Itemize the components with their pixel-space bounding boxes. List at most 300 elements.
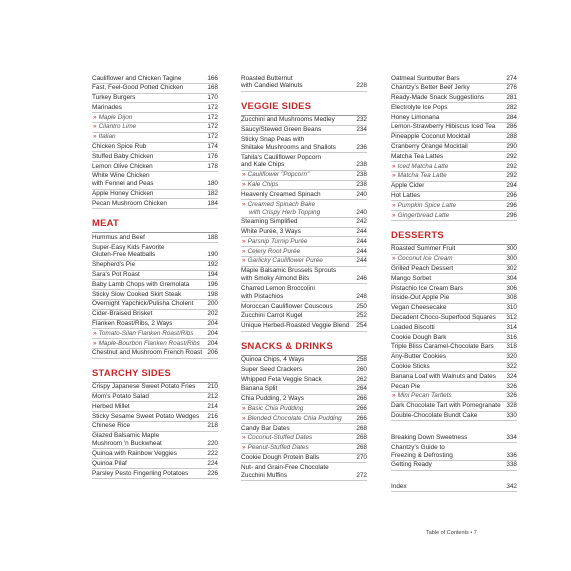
- toc-subentry[interactable]: [241, 247, 367, 257]
- entry-page-number: 238: [356, 181, 367, 188]
- toc-subentry[interactable]: [241, 171, 367, 181]
- entry-title: Quinoa Chips, 4 Ways: [241, 356, 305, 364]
- entry-title: » Basic Chia Pudding: [241, 405, 356, 413]
- entry-page-number: 244: [356, 257, 367, 265]
- entry-title: » Coconut Ice Cream: [391, 255, 506, 263]
- entry-title: Pecan Mushroom Chicken: [92, 199, 167, 207]
- entry-title: » Mini Pecan Tartlets: [391, 392, 506, 400]
- entry-page-number: 272: [356, 471, 367, 479]
- toc-entry[interactable]: [92, 243, 218, 261]
- entry-title: » Italian: [92, 133, 207, 141]
- toc-entry[interactable]: [391, 433, 517, 443]
- toc-subentry[interactable]: [241, 257, 367, 267]
- toc-entry[interactable]: [92, 383, 218, 393]
- entry-title: Crispy Japanese Sweet Potato Fries: [92, 383, 196, 391]
- entry-title: Flanken Roast/Ribs, 2 Ways: [92, 320, 173, 328]
- entry-page-number: 194: [207, 271, 218, 279]
- entry-title: » Maple Dijon: [92, 114, 207, 122]
- entry-title: Shepherd's Pie: [92, 261, 136, 269]
- toc-subentry[interactable]: [391, 211, 517, 221]
- entry-title: Super-Easy Kids Favorite Gluten-Free Meatballs: [92, 243, 165, 259]
- entry-page-number: 310: [506, 304, 517, 312]
- entry-page-number: 190: [207, 251, 218, 259]
- toc-entry[interactable]: [391, 483, 517, 493]
- toc-entry[interactable]: [92, 152, 218, 162]
- entry-page-number: 212: [207, 393, 218, 401]
- entry-page-number: 308: [506, 294, 517, 302]
- entry-page-number: 294: [506, 182, 517, 190]
- toc-entry[interactable]: [241, 312, 367, 322]
- entry-page-number: 236: [356, 143, 367, 151]
- entry-page-number: 252: [356, 312, 367, 320]
- toc-entry[interactable]: [241, 284, 367, 302]
- toc-entry[interactable]: [241, 454, 367, 464]
- entry-title: Banana Split: [241, 385, 278, 393]
- section-heading: DESSERTS: [391, 221, 517, 245]
- entry-title: Tahila's Cauliflower Popcorn and Kale Chips: [241, 153, 322, 169]
- toc-entry[interactable]: [241, 218, 367, 228]
- entry-page-number: 242: [356, 218, 367, 226]
- entry-title: Decadent Choco-Superfood Squares: [391, 314, 496, 322]
- entry-title: » Maple-Bourbon Flanken Roast/Ribs: [92, 340, 207, 348]
- entry-page-number: 172: [207, 123, 218, 131]
- entry-page-number: 222: [207, 449, 218, 457]
- toc-entry[interactable]: [391, 182, 517, 192]
- entry-title: Chantzy's Better Beef Jerky: [391, 84, 470, 92]
- entry-title: Pistachio Ice Cream Bars: [391, 284, 464, 292]
- entry-page-number: 292: [506, 162, 517, 170]
- entry-title: Chicken Spice Rub: [92, 143, 147, 151]
- entry-page-number: 172: [207, 113, 218, 121]
- entry-page-number: 232: [356, 116, 367, 124]
- entry-title: Whipped Feta Veggie Snack: [241, 375, 322, 383]
- entry-page-number: 264: [356, 385, 367, 393]
- entry-page-number: 304: [506, 274, 517, 282]
- toc-subentry[interactable]: [241, 414, 367, 424]
- entry-page-number: 226: [207, 469, 218, 477]
- entry-title: Quinoa with Rainbow Veggies: [92, 449, 177, 457]
- toc-entry[interactable]: [391, 265, 517, 275]
- toc-entry[interactable]: [241, 74, 367, 92]
- entry-page-number: 326: [506, 392, 517, 400]
- toc-entry[interactable]: [92, 402, 218, 412]
- entry-page-number: 318: [506, 343, 517, 351]
- entry-page-number: 314: [506, 323, 517, 331]
- entry-title: Matcha Tea Lattes: [391, 152, 444, 160]
- toc-entry[interactable]: [241, 395, 367, 405]
- entry-page-number: 288: [506, 133, 517, 141]
- toc-subentry[interactable]: [92, 133, 218, 143]
- entry-title: Index: [391, 483, 407, 491]
- toc-entry[interactable]: [92, 459, 218, 469]
- entry-page-number: 270: [356, 454, 367, 462]
- entry-title: Quinoa Pilaf: [92, 459, 127, 467]
- entry-title: Maple Balsamic Brussels Sprouts with Smoky Almond Bits: [241, 267, 337, 283]
- entry-page-number: 182: [207, 190, 218, 198]
- entry-page-number: 224: [207, 459, 218, 467]
- entry-title: Inside-Out Apple Pie: [391, 294, 450, 302]
- toc-subentry[interactable]: [241, 444, 367, 454]
- entry-title: Fast, Feel-Good Potted Chicken: [92, 84, 184, 92]
- toc-entry[interactable]: [241, 424, 367, 434]
- entry-page-number: 316: [506, 333, 517, 341]
- toc-subentry[interactable]: [391, 162, 517, 172]
- entry-page-number: 176: [207, 152, 218, 160]
- entry-title: » Cauliflower "Popcorn": [241, 171, 356, 179]
- toc-entry[interactable]: [92, 199, 218, 209]
- toc-subentry[interactable]: [92, 113, 218, 123]
- toc-entry[interactable]: [391, 314, 517, 324]
- entry-title: Cookie Dough Protein Balls: [241, 454, 320, 462]
- entry-title: » Garlicky Cauliflower Purée: [241, 257, 356, 265]
- entry-page-number: 240: [356, 208, 367, 216]
- entry-page-number: 336: [506, 451, 517, 459]
- toc-column-2: [241, 74, 367, 481]
- entry-page-number: 240: [356, 190, 367, 198]
- toc-entry[interactable]: [391, 103, 517, 113]
- entry-title: White Purée, 3 Ways: [241, 228, 301, 236]
- entry-title: » Gingerbread Latte: [391, 212, 506, 220]
- toc-entry[interactable]: [241, 267, 367, 285]
- entry-title: Roasted Butternut with Candied Walnuts: [241, 74, 303, 90]
- entry-page-number: 268: [356, 444, 367, 452]
- toc-entry[interactable]: [241, 375, 367, 385]
- toc-entry[interactable]: [391, 133, 517, 143]
- entry-title: Chia Pudding, 2 Ways: [241, 395, 304, 403]
- entry-page-number: 281: [506, 94, 517, 102]
- section-heading: STARCHY SIDES: [92, 359, 218, 383]
- entry-page-number: 300: [506, 255, 517, 263]
- toc-entry[interactable]: [391, 84, 517, 94]
- entry-page-number: 266: [356, 405, 367, 413]
- toc-entry[interactable]: [92, 422, 218, 432]
- toc-entry[interactable]: [92, 310, 218, 320]
- toc-entry[interactable]: [92, 349, 218, 359]
- toc-subentry[interactable]: [92, 123, 218, 133]
- entry-title: Hot Lattes: [391, 192, 421, 200]
- entry-page-number: 268: [356, 434, 367, 442]
- entry-title: Electrolyte Ice Pops: [391, 103, 448, 111]
- toc-entry[interactable]: [92, 84, 218, 94]
- toc-entry[interactable]: [92, 412, 218, 422]
- toc-entry[interactable]: [92, 469, 218, 479]
- toc-entry[interactable]: [92, 172, 218, 190]
- toc-entry[interactable]: [391, 245, 517, 255]
- entry-page-number: 172: [207, 133, 218, 141]
- toc-entry[interactable]: [391, 443, 517, 461]
- entry-title: Cookie Sticks: [391, 363, 430, 371]
- entry-page-number: 168: [207, 84, 218, 92]
- entry-page-number: 238: [356, 171, 367, 179]
- entry-page-number: 268: [356, 424, 367, 432]
- entry-page-number: 292: [506, 152, 517, 160]
- entry-title: Cookie Dough Bark: [391, 333, 447, 341]
- entry-page-number: 274: [506, 74, 517, 82]
- toc-entry[interactable]: [241, 153, 367, 171]
- entry-page-number: 330: [506, 412, 517, 419]
- entry-title: Apple Honey Chicken: [92, 190, 154, 198]
- toc-entry[interactable]: [391, 304, 517, 314]
- entry-page-number: 290: [506, 143, 517, 151]
- entry-page-number: 296: [506, 192, 517, 200]
- entry-page-number: 192: [207, 261, 218, 269]
- entry-page-number: 322: [506, 363, 517, 371]
- entry-page-number: 244: [356, 247, 367, 255]
- entry-title: Candy Bar Dates: [241, 424, 290, 432]
- entry-page-number: 206: [207, 349, 218, 357]
- entry-page-number: 296: [506, 211, 517, 219]
- entry-title: Zucchini Carrot Kugel: [241, 312, 303, 320]
- entry-title: Grilled Peach Dessert: [391, 265, 454, 273]
- entry-title: Nut- and Grain-Free Chocolate Zucchini Muffins: [241, 463, 329, 479]
- toc-entry[interactable]: [391, 412, 517, 422]
- toc-entry[interactable]: [241, 322, 367, 332]
- entry-title: Vegan Cheesecake: [391, 304, 447, 312]
- entry-page-number: 216: [207, 412, 218, 420]
- entry-page-number: 198: [207, 290, 218, 298]
- entry-title: » Matcha Tea Latte: [391, 172, 506, 180]
- toc-entry[interactable]: [391, 143, 517, 153]
- toc-entry[interactable]: [241, 356, 367, 366]
- entry-page-number: 228: [356, 82, 367, 90]
- toc-entry[interactable]: [391, 333, 517, 343]
- entry-title: Dark Chocolate Tart with Pomegranate: [391, 402, 501, 410]
- entry-page-number: 234: [356, 126, 367, 133]
- entry-page-number: 180: [207, 180, 218, 188]
- entry-page-number: 204: [207, 320, 218, 328]
- entry-page-number: 204: [207, 339, 218, 347]
- entry-title: Saucy/Stewed Green Beans: [241, 126, 322, 133]
- toc-entry[interactable]: [391, 74, 517, 84]
- entry-page-number: 220: [207, 440, 218, 448]
- toc-subentry[interactable]: [241, 237, 367, 247]
- entry-title: Honey Limonana: [391, 113, 440, 121]
- toc-entry[interactable]: [92, 233, 218, 243]
- entry-title: » Parsnip Turnip Purée: [241, 238, 356, 246]
- entry-page-number: 258: [356, 356, 367, 364]
- entry-page-number: 334: [506, 433, 517, 441]
- entry-title: Roasted Summer Fruit: [391, 245, 456, 253]
- entry-page-number: 218: [207, 422, 218, 430]
- entry-page-number: 266: [356, 395, 367, 403]
- entry-page-number: 296: [506, 201, 517, 209]
- entry-title: Apple Cider: [391, 182, 425, 190]
- toc-entry[interactable]: [391, 382, 517, 392]
- entry-title: » Coconut-Stuffed Dates: [241, 434, 356, 442]
- entry-title: Triple Bliss Caramel-Chocolate Bars: [391, 343, 494, 351]
- entry-title: Chestnut and Mushroom French Roast: [92, 349, 203, 357]
- entry-title: Cider-Braised Brisket: [92, 310, 153, 318]
- entry-title: Mom's Potato Salad: [92, 393, 149, 401]
- entry-title: Marinades: [92, 103, 122, 111]
- entry-page-number: 342: [506, 483, 517, 491]
- toc-entry[interactable]: [391, 284, 517, 294]
- section-spacer: [391, 421, 517, 433]
- entry-title: » Blended Chocolate Chia Pudding: [241, 415, 356, 423]
- entry-title: Charred Lemon Broccolini with Pistachios: [241, 284, 315, 300]
- toc-entry[interactable]: [92, 271, 218, 281]
- toc-entry[interactable]: [391, 353, 517, 363]
- entry-page-number: 188: [207, 233, 218, 241]
- toc-entry[interactable]: [391, 402, 517, 412]
- entry-page-number: 338: [506, 461, 517, 469]
- entry-title: Getting Ready: [391, 461, 432, 469]
- toc-entry[interactable]: [241, 365, 367, 375]
- entry-page-number: 178: [207, 162, 218, 170]
- entry-title: Ready-Made Snack Suggestions: [391, 94, 485, 102]
- entry-title: Sticky Slow Cooked Skirt Steak: [92, 290, 182, 298]
- toc-entry[interactable]: [391, 123, 517, 133]
- entry-title: Heavenly Creamed Spinach: [241, 190, 321, 198]
- entry-page-number: 214: [207, 402, 218, 410]
- toc-entry[interactable]: [92, 432, 218, 450]
- entry-title: Sara's Pot Roast: [92, 271, 140, 279]
- toc-subentry[interactable]: [391, 392, 517, 402]
- toc-entry[interactable]: [92, 449, 218, 459]
- section-heading: SNACKS & DRINKS: [241, 332, 367, 356]
- toc-subentry[interactable]: [391, 172, 517, 182]
- entry-page-number: 210: [207, 383, 218, 391]
- entry-title: » Tomato-Silan Flanken Roast/Ribs: [92, 330, 207, 338]
- entry-page-number: 286: [506, 123, 517, 131]
- toc-entry[interactable]: [391, 372, 517, 382]
- entry-title: Overnight Yapchick/Pulisha Cholent: [92, 300, 194, 308]
- entry-title: Stuffed Baby Chicken: [92, 152, 154, 160]
- section-heading: MEAT: [92, 209, 218, 233]
- entry-title: » Creamed Spinach Bake with Crispy Herb Topping: [241, 201, 356, 217]
- entry-title: Hummus and Beef: [92, 233, 145, 241]
- entry-page-number: 266: [356, 414, 367, 422]
- toc-entry[interactable]: [241, 463, 367, 481]
- toc-entry[interactable]: [241, 116, 367, 126]
- section-spacer: [391, 471, 517, 483]
- toc-entry[interactable]: [391, 323, 517, 333]
- toc-entry[interactable]: [241, 135, 367, 153]
- entry-title: Unique Herbed-Roasted Veggie Blend: [241, 322, 350, 330]
- toc-entry[interactable]: [92, 300, 218, 310]
- toc-entry[interactable]: [92, 190, 218, 200]
- section-heading: VEGGIE SIDES: [241, 92, 367, 116]
- toc-entry[interactable]: [241, 302, 367, 312]
- toc-entry[interactable]: [391, 113, 517, 123]
- entry-page-number: 284: [506, 113, 517, 121]
- entry-page-number: 184: [207, 199, 218, 207]
- entry-page-number: 166: [207, 74, 218, 82]
- toc-entry[interactable]: [92, 94, 218, 104]
- entry-page-number: 174: [207, 143, 218, 151]
- entry-title: Chantzy's Guide to Freezing & Defrosting: [391, 443, 453, 459]
- toc-entry[interactable]: [92, 320, 218, 330]
- toc-entry[interactable]: [241, 126, 367, 136]
- page-footer: Table of Contents • 7: [426, 530, 477, 536]
- entry-title: Baby Lamb Chops with Gremolata: [92, 280, 190, 288]
- entry-page-number: 324: [506, 372, 517, 380]
- toc-entry[interactable]: [391, 94, 517, 104]
- toc-subentry[interactable]: [92, 329, 218, 339]
- toc-subentry[interactable]: [241, 200, 367, 218]
- toc-entry[interactable]: [241, 228, 367, 238]
- entry-title: Zucchini and Mushrooms Medley: [241, 116, 335, 124]
- entry-page-number: 204: [207, 329, 218, 337]
- toc-entry[interactable]: [92, 393, 218, 403]
- toc-entry[interactable]: [391, 192, 517, 202]
- toc-entry[interactable]: [391, 461, 517, 471]
- toc-entry[interactable]: [92, 143, 218, 153]
- entry-page-number: 202: [207, 310, 218, 318]
- entry-title: Parsley Pesto Fingerling Potatoes: [92, 469, 189, 477]
- toc-entry[interactable]: [391, 294, 517, 304]
- entry-title: Turkey Burgers: [92, 94, 136, 102]
- entry-page-number: 200: [207, 300, 218, 308]
- toc-entry[interactable]: [391, 274, 517, 284]
- entry-page-number: 320: [506, 353, 517, 361]
- entry-title: Sticky Snap Peas with Shiitake Mushrooms and Shallots: [241, 135, 336, 151]
- toc-entry[interactable]: [241, 190, 367, 200]
- toc-entry[interactable]: [391, 152, 517, 162]
- entry-title: » Cilantro Lime: [92, 123, 207, 131]
- entry-title: Glazed Balsamic Maple Mushroom 'n Buckwheat: [92, 432, 162, 448]
- toc-subentry[interactable]: [391, 255, 517, 265]
- entry-page-number: 312: [506, 314, 517, 322]
- entry-title: » Celery Root Purée: [241, 248, 356, 256]
- toc-subentry[interactable]: [391, 201, 517, 211]
- toc-subentry[interactable]: [92, 339, 218, 349]
- entry-title: Banana Loaf with Walnuts and Dates: [391, 372, 496, 380]
- entry-title: Any-Butter Cookies: [391, 353, 447, 361]
- toc-entry[interactable]: [92, 162, 218, 172]
- toc-subentry[interactable]: [241, 405, 367, 415]
- entry-page-number: 244: [356, 228, 367, 236]
- entry-page-number: 260: [356, 365, 367, 373]
- toc-column-3: [391, 74, 517, 492]
- entry-title: Mango Sorbet: [391, 274, 432, 282]
- entry-page-number: 170: [207, 94, 218, 102]
- entry-page-number: 248: [356, 292, 367, 300]
- entry-title: » Kale Chips: [241, 181, 356, 189]
- entry-page-number: 326: [506, 382, 517, 390]
- toc-column-1: [92, 74, 218, 479]
- entry-page-number: 328: [506, 402, 517, 410]
- toc-entry[interactable]: [92, 261, 218, 271]
- entry-title: Herbed Millet: [92, 402, 130, 410]
- entry-title: Double-Chocolate Bundt Cake: [391, 412, 478, 419]
- toc-entry[interactable]: [92, 280, 218, 290]
- toc-entry[interactable]: [241, 385, 367, 395]
- entry-title: Super Seed Crackers: [241, 365, 303, 373]
- entry-page-number: 302: [506, 265, 517, 273]
- entry-title: Loaded Biscotti: [391, 323, 435, 331]
- entry-title: Sticky Sesame Sweet Potato Wedges: [92, 412, 200, 420]
- entry-title: Pineapple Coconut Mocktail: [391, 133, 471, 141]
- entry-page-number: 244: [356, 237, 367, 245]
- toc-entry[interactable]: [391, 343, 517, 353]
- entry-page-number: 246: [356, 275, 367, 283]
- entry-page-number: 262: [356, 375, 367, 383]
- entry-page-number: 254: [356, 322, 367, 330]
- toc-entry[interactable]: [92, 74, 218, 84]
- toc-subentry[interactable]: [241, 434, 367, 444]
- entry-page-number: 300: [506, 245, 517, 253]
- toc-entry[interactable]: [92, 103, 218, 113]
- entry-title: Moroccan Cauliflower Couscous: [241, 302, 333, 310]
- toc-subentry[interactable]: [241, 181, 367, 191]
- entry-title: » Iced Matcha Latte: [391, 163, 506, 171]
- entry-page-number: 172: [207, 103, 218, 111]
- toc-entry[interactable]: [92, 290, 218, 300]
- entry-page-number: 196: [207, 280, 218, 288]
- toc-entry[interactable]: [391, 363, 517, 373]
- entry-title: Lemon Olive Chicken: [92, 162, 153, 170]
